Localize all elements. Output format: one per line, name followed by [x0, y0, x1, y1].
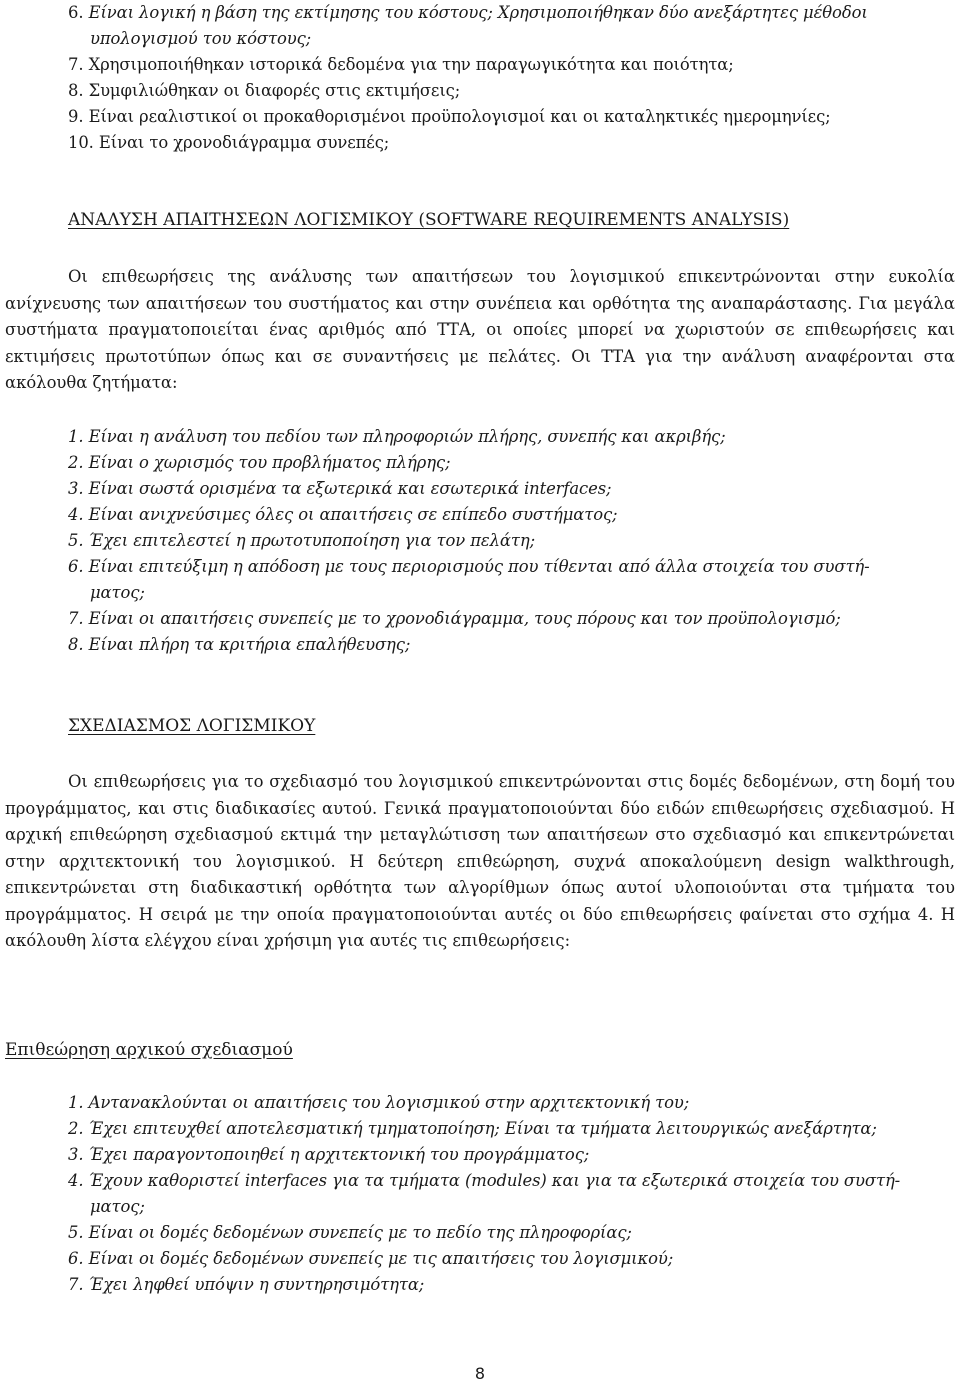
list-item: 8. Είναι πλήρη τα κριτήρια επαλήθευσης; — [68, 635, 411, 654]
list-item: 7. Χρησιμοποιήθηκαν ιστορικά δεδομένα για την παραγωγικότητα και ποιότητα; — [68, 55, 734, 74]
list-item: 7. Είναι οι απαιτήσεις συνεπείς με το χρονοδιάγραμμα, τους πόρους και τον προϋπολογισμό; — [68, 609, 841, 628]
initial-design-checklist — [68, 1090, 900, 1298]
list-item: 7. Έχει ληφθεί υπόψιν η συντηρησιμότητα; — [68, 1275, 425, 1294]
list-item: 6. Είναι οι δομές δεδομένων συνεπείς με τις απαιτήσεις του λογισμικού; — [68, 1249, 674, 1268]
top-checklist — [68, 0, 868, 156]
list-item: 5. Είναι οι δομές δεδομένων συνεπείς με το πεδίο της πληροφορίας; — [68, 1223, 632, 1242]
list-item: 2. Έχει επιτευχθεί αποτελεσματική τμηματοποίηση; Είναι τα τμήματα λειτουργικώς ανεξάρτητα; — [68, 1119, 877, 1138]
list-item: 4. Είναι ανιχνεύσιμες όλες οι απαιτήσεις σε επίπεδο συστήματος; — [68, 505, 618, 524]
list-item: 6. Είναι επιτεύξιμη η απόδοση με τους περιορισμούς που τίθενται από άλλα στοιχεία του συστή- ματος; — [68, 557, 870, 602]
requirements-paragraph: Οι επιθεωρήσεις της ανάλυσης των απαιτήσεων του λογισμικού επικεντρώνονται στην ευκολία ανίχνευσης των απαιτήσεων του συστήματος και στην συνέπεια και ορθότητα της αναπαράστασης. Για μεγάλα συστήματα πραγματοποιείται ένας αριθμός από ΤΤΑ, οι οποίες μπορεί να χωριστούν σε επιθεωρήσεις και εκτιμήσεις πρωτοτύπων όπως και σε συναντήσεις με πελάτες. Οι ΤΤΑ για την ανάλυση αναφέρονται στα ακόλουθα ζητήματα: — [5, 267, 955, 392]
section-heading-initial-design-review: Επιθεώρηση αρχικού σχεδιασμού — [5, 1040, 293, 1060]
list-item: 3. Έχει παραγοντοποιηθεί η αρχιτεκτονική του προγράμματος; — [68, 1145, 590, 1164]
list-item: 5. Έχει επιτελεστεί η πρωτοτυποποίηση για τον πελάτη; — [68, 531, 535, 550]
list-item: 1. Αντανακλούνται οι απαιτήσεις του λογισμικού στην αρχιτεκτονική του; — [68, 1093, 690, 1112]
design-paragraph: Οι επιθεωρήσεις για το σχεδιασμό του λογισμικού επικεντρώνονται στις δομές δεδομένων, στη δομή του προγράμματος, και στις διαδικασίες αυτού. Γενικά πραγματοποιούνται δύο ειδών επιθεωρήσεις σχεδιασμού. Η αρχική επιθεώρηση σχεδιασμού εκτιμά την μεταγλώτισση των απαιτήσεων στο σχεδιασμό και επικεντρώνεται στην αρχιτεκτονική του λογισμικού. Η δεύτερη επιθεώρηση, συχνά αποκαλούμενη design walkthrough, επικεντρώνεται στη διαδικαστική ορθότητα των αλγορίθμων όπως αυτοί υλοποιούνται στα τμήματα του προγράμματος. Η σειρά με την οποία πραγματοποιούνται αυτές οι δύο επιθεωρήσεις φαίνεται στο σχήμα 4. Η ακόλουθη λίστα ελέγχου είναι χρήσιμη για αυτές τις επιθεωρήσεις: — [5, 772, 955, 950]
list-item: 10. Είναι το χρονοδιάγραμμα συνεπές; — [68, 133, 390, 152]
list-item: 3. Είναι σωστά ορισμένα τα εξωτερικά και εσωτερικά interfaces; — [68, 479, 612, 498]
list-item: 6. Είναι λογική η βάση της εκτίμησης του κόστους; Χρησιμοποιήθηκαν δύο ανεξάρτητες μέθοδοι υπολογισμού του κόστους; — [68, 3, 868, 48]
page-number: 8 — [474, 1364, 486, 1383]
list-item: 1. Είναι η ανάλυση του πεδίου των πληροφοριών πλήρης, συνεπής και ακριβής; — [68, 427, 726, 446]
section-heading-design: ΣΧΕΔΙΑΣΜΟΣ ΛΟΓΙΣΜΙΚΟΥ — [68, 716, 316, 736]
list-item: 9. Είναι ρεαλιστικοί οι προκαθορισμένοι προϋπολογισμοί και οι καταληκτικές ημερομηνίες; — [68, 107, 831, 126]
requirements-checklist — [68, 424, 870, 658]
list-item: 8. Συμφιλιώθηκαν οι διαφορές στις εκτιμήσεις; — [68, 81, 461, 100]
section-heading-requirements: ΑΝΑΛΥΣΗ ΑΠΑΙΤΗΣΕΩΝ ΛΟΓΙΣΜΙΚΟΥ (SOFTWARE REQUIREMENTS ANALYSIS) — [68, 210, 790, 230]
list-item: 2. Είναι ο χωρισμός του προβλήματος πλήρης; — [68, 453, 451, 472]
list-item: 4. Έχουν καθοριστεί interfaces για τα τμήματα (modules) και για τα εξωτερικά στοιχεία του συστή- ματος; — [68, 1171, 901, 1216]
